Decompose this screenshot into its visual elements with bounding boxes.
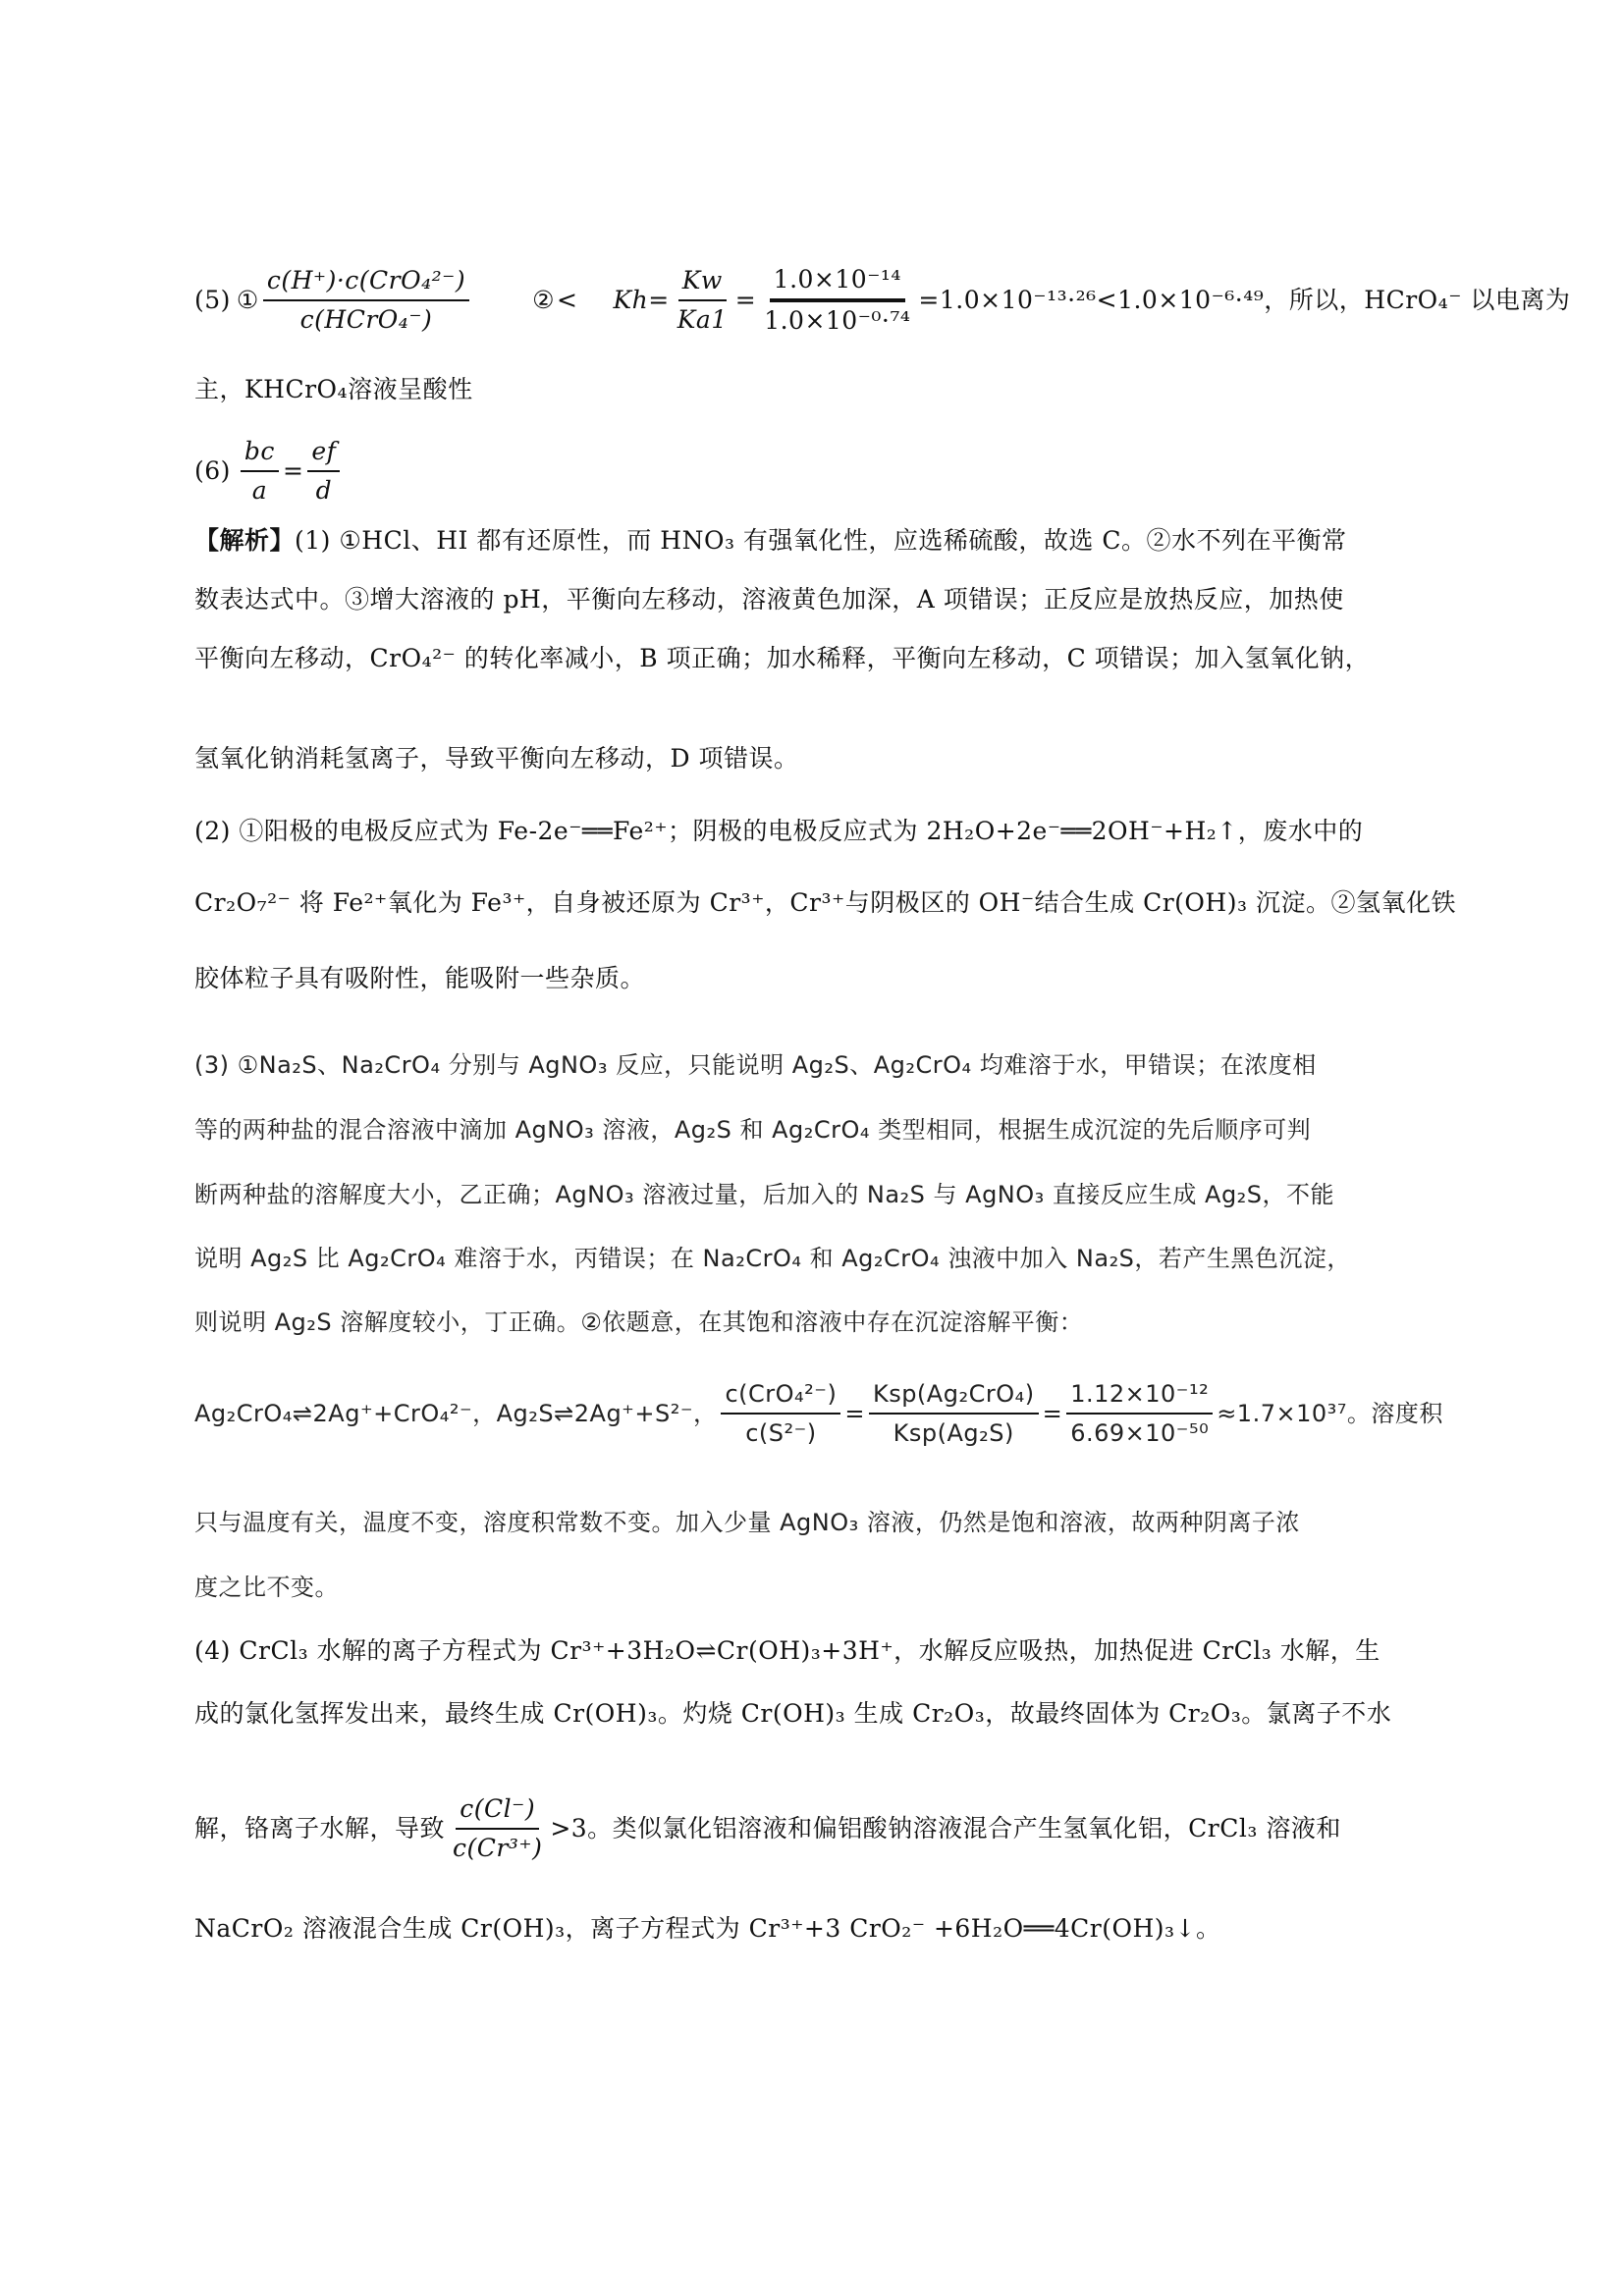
value-fraction: [760, 263, 914, 338]
part1-marker: ①: [236, 286, 259, 314]
fraction-denominator: c(HCrO₄⁻): [299, 305, 433, 334]
answer-6-line: [194, 432, 1490, 510]
fraction-numerator: bc: [241, 435, 279, 472]
part2-marker: ②: [532, 286, 556, 314]
analysis-p3-line-5: 则说明 Ag₂S 溶解度较小，丁正确。②依题意，在其饱和溶液中存在沉淀溶解平衡：: [194, 1308, 1084, 1336]
ksp-equation-line: [194, 1360, 1490, 1468]
ksp-result: ≈1.7×10³⁷。溶度积: [1217, 1400, 1443, 1427]
lhs-fraction: [241, 435, 279, 507]
analysis-p4-fraction-line: [194, 1775, 1490, 1883]
kw-ka-fraction: [674, 264, 731, 337]
answer-5-continuation: 主，KHCrO₄溶液呈酸性: [194, 375, 473, 403]
fraction-numerator: 1.0×10⁻¹⁴: [770, 263, 905, 302]
analysis-p3-tail-1: 只与温度有关，温度不变，溶度积常数不变。加入少量 AgNO₃ 溶液，仍然是饱和溶液，故两种阴离子浓: [194, 1509, 1300, 1536]
analysis-p4-last-line: NaCrO₂ 溶液混合生成 Cr(OH)₃，离子方程式为 Cr³⁺+3 CrO₂⁻ +6H₂O══4Cr(OH)₃↓。: [194, 1914, 1221, 1943]
analysis-p3-line-4: 说明 Ag₂S 比 Ag₂CrO₄ 难溶于水，丙错误；在 Na₂CrO₄ 和 Ag₂CrO₄ 浊液中加入 Na₂S，若产生黑色沉淀，: [194, 1245, 1351, 1272]
analysis-p2-line-1: (2) ①阳极的电极反应式为 Fe-2e⁻══Fe²⁺；阴极的电极反应式为 2H₂O+2e⁻══2OH⁻+H₂↑，废水中的: [194, 817, 1364, 845]
chloride-chromium-ratio-fraction: [449, 1792, 546, 1865]
fraction-numerator: Kw: [678, 264, 727, 301]
fraction-numerator: ef: [307, 435, 340, 472]
kh-label: Kh=: [613, 286, 670, 314]
analysis-p1-line-2: 数表达式中。③增大溶液的 pH，平衡向左移动，溶液黄色加深，A 项错误；正反应是放热反应，加热使: [194, 585, 1344, 614]
fraction-denominator: Ksp(Ag₂S): [893, 1419, 1014, 1447]
analysis-p3-line-3: 断两种盐的溶解度大小，乙正确；AgNO₃ 溶液过量，后加入的 Na₂S 与 AgNO₃ 直接反应生成 Ag₂S，不能: [194, 1181, 1335, 1208]
fraction-numerator: c(Cl⁻): [456, 1792, 539, 1830]
fraction-denominator: c(Cr³⁺): [453, 1834, 543, 1862]
ksp-value-fraction: [1066, 1377, 1213, 1450]
fraction-denominator: 6.69×10⁻⁵⁰: [1070, 1419, 1210, 1447]
analysis-text: 解，铬离子水解，导致: [194, 1814, 446, 1842]
fraction-denominator: 1.0×10⁻⁰·⁷⁴: [764, 306, 911, 335]
fraction-numerator: Ksp(Ag₂CrO₄): [869, 1377, 1039, 1415]
equilibrium-expression-fraction: [263, 264, 469, 337]
answer-5-label: (5): [194, 286, 231, 314]
equals-sign: =: [844, 1400, 865, 1427]
analysis-p4-line-2: 成的氯化氢挥发出来，最终生成 Cr(OH)₃。灼烧 Cr(OH)₃ 生成 Cr₂O₃，故最终固体为 Cr₂O₃。氯离子不水: [194, 1699, 1392, 1728]
analysis-heading: 【解析】: [194, 526, 296, 555]
analysis-p1-line-3: 平衡向左移动，CrO₄²⁻ 的转化率减小，B 项正确；加水稀释，平衡向左移动，C 项错误；加入氢氧化钠，: [194, 644, 1371, 672]
analysis-p1-line-1: [194, 524, 1490, 558]
concentration-ratio-fraction: [721, 1377, 840, 1450]
analysis-p3-line-1: (3) ①Na₂S、Na₂CrO₄ 分别与 AgNO₃ 反应，只能说明 Ag₂S、Ag₂CrO₄ 均难溶于水，甲错误；在浓度相: [194, 1051, 1317, 1079]
equals-sign: =: [1042, 1400, 1063, 1427]
kh-result-text: =1.0×10⁻¹³·²⁶<1.0×10⁻⁶·⁴⁹，所以，HCrO₄⁻ 以电离为: [918, 286, 1571, 314]
analysis-p2-line-2: Cr₂O₇²⁻ 将 Fe²⁺氧化为 Fe³⁺，自身被还原为 Cr³⁺，Cr³⁺与阴极区的 OH⁻结合生成 Cr(OH)₃ 沉淀。②氢氧化铁: [194, 888, 1456, 917]
ksp-ratio-fraction: [869, 1377, 1039, 1450]
answer-5-line: [194, 251, 1571, 349]
fraction-numerator: c(CrO₄²⁻): [721, 1377, 840, 1415]
equals-sign: =: [734, 286, 757, 314]
analysis-text: (1) ①HCl、HI 都有还原性，而 HNO₃ 有强氧化性，应选稀硫酸，故选 C。②水不列在平衡常: [295, 526, 1347, 555]
fraction-denominator: d: [315, 476, 333, 505]
analysis-p4-line-1: (4) CrCl₃ 水解的离子方程式为 Cr³⁺+3H₂O⇌Cr(OH)₃+3H⁺，水解反应吸热，加热促进 CrCl₃ 水解，生: [194, 1636, 1380, 1665]
fraction-denominator: c(S²⁻): [745, 1419, 817, 1447]
dissolution-equilibria: Ag₂CrO₄⇌2Ag⁺+CrO₄²⁻，Ag₂S⇌2Ag⁺+S²⁻，: [194, 1400, 718, 1427]
analysis-p3-tail-2: 度之比不变。: [194, 1574, 339, 1601]
analysis-p1-line-4: 氢氧化钠消耗氢离子，导致平衡向左移动，D 项错误。: [194, 744, 799, 773]
part2-answer: <: [557, 286, 578, 314]
answer-6-label: (6): [194, 456, 231, 485]
fraction-numerator: c(H⁺)·c(CrO₄²⁻): [263, 264, 469, 301]
equals-sign: =: [282, 456, 304, 485]
fraction-numerator: 1.12×10⁻¹²: [1066, 1377, 1213, 1415]
fraction-denominator: a: [251, 476, 268, 505]
analysis-p3-line-2: 等的两种盐的混合溶液中滴加 AgNO₃ 溶液，Ag₂S 和 Ag₂CrO₄ 类型相同，根据生成沉淀的先后顺序可判: [194, 1116, 1312, 1144]
fraction-denominator: Ka1: [677, 305, 728, 334]
rhs-fraction: [307, 435, 340, 507]
analysis-text: >3。类似氯化铝溶液和偏铝酸钠溶液混合产生氢氧化铝，CrCl₃ 溶液和: [550, 1814, 1341, 1842]
analysis-p2-line-3: 胶体粒子具有吸附性，能吸附一些杂质。: [194, 964, 646, 992]
